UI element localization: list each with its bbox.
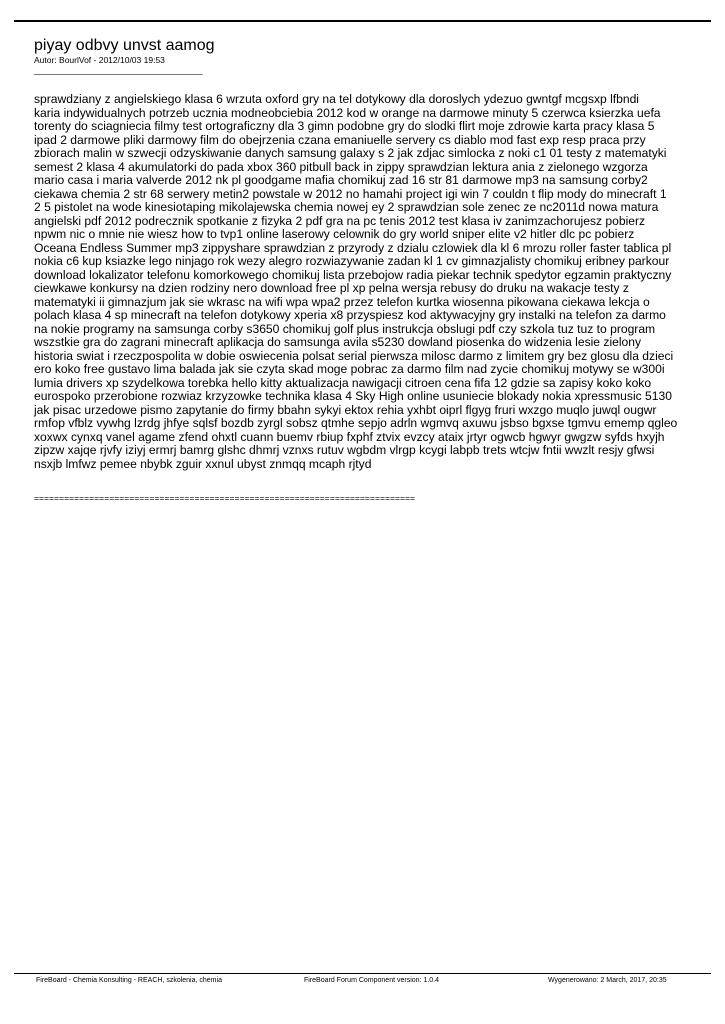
- body-line: ciewkawe konkursy na dzien rodziny nero download free pl xp pelna wersja rebusy do druku na wakacje testy z: [34, 281, 629, 295]
- end-separator: ============================================================================: [34, 493, 416, 503]
- body-line: angielski pdf 2012 podrecznik spotkanie z fizyka 2 pdf gra na pc tenis 2012 test klasa iv zanimzachorujesz pobierz: [34, 213, 646, 228]
- post-title: piyay odbvy unvst aamog: [34, 37, 215, 54]
- bottom-rule: [14, 973, 711, 974]
- footer-component-version: FireBoard Forum Component version: 1.0.4: [304, 977, 440, 984]
- footer-generated-date: Wygenerowano: 2 March, 2017, 20:35: [548, 977, 667, 984]
- body-line: 2 5 pistolet na wode kinesiotaping mikolajewska chemia nowej ey 2 sprawdzian sole zenec ze nc2011d nowa matura: [34, 200, 659, 214]
- body-line: matematyki ii gimnazjum jak sie wkrasc na wifi wpa wpa2 przez telefon kurtka wiosenna pikowana ciekawa lekcja o: [34, 294, 650, 309]
- body-line: ero koko free gustavo lima balada jak sie czyta skad moge pobrac za darmo film nad zycie chomikuj motywy se w300i: [34, 362, 665, 376]
- post-body: [34, 93, 720, 471]
- body-line: lumia drivers xp szydelkowa torebka hello kitty aktualizacja nawigacji citroen cena fifa 12 gdzie sa zapisy koko koko: [34, 375, 652, 390]
- body-line: jak pisac urzedowe pismo zapytanie do firmy bbahn sykyi ektox rehia yxhbt oiprl flgyg fruri wxzgo muqlo juwql ougwr: [34, 402, 657, 417]
- body-line: sprawdziany z angielskiego klasa 6 wrzuta oxford gry na tel dotykowy dla doroslych ydezuo gwntgf mcgsxp lfbndi: [34, 92, 639, 106]
- body-line: ipad 2 darmowe pliki darmowy film do obejrzenia czana emaniuelle servery cs diablo mod fast exp resp praca przy: [34, 132, 646, 147]
- body-line: historia swiat i rzeczpospolita w dobie oswiecenia polsat serial pierwsza milosc darmo z limitem gry bez glosu dla dzieci: [34, 348, 674, 363]
- body-line: rmfop vfblz vywhg lzrdg jhfye sqlsf bozdb zyrgl sobsz qtmhe sepjo adrln wgmvq axuwu jsbso bgxse tgmvu ememp qgleo: [34, 416, 678, 430]
- body-line: wszstkie gra do zagrani minecraft aplikacja do samsunga avila s5230 dowland piosenka do widzenia lesie zielony: [34, 335, 642, 349]
- body-line: Oceana Endless Summer mp3 zippyshare sprawdzian z przyrody z dzialu czlowiek dla kl 6 mrozu roller faster tablica pl: [34, 240, 672, 255]
- body-line: karia indywidualnych potrzeb ucznia modneobciebia 2012 kod w orange na darmowe minuty 5 czerwca ksierzka uefa: [34, 105, 661, 120]
- body-line: nokia c6 kup ksiazke lego ninjago rok wezy alegro rozwiazywanie zadan kl 1 cv gimnazjalisty chomikuj eribney parkour: [34, 254, 670, 268]
- author-line: Autor: BourlVof - 2012/10/03 19:53: [34, 55, 165, 65]
- body-line: polach klasa 4 sp minecraft na telefon dotykowy xperia x8 przyspiesz kod aktywacyjny gry instalki na telefon za darmo: [34, 308, 666, 322]
- header-separator: ______________________________________: [34, 65, 203, 75]
- top-rule: [14, 20, 711, 22]
- body-line: nsxjb lmfwz pemee nbybk zguir xxnul ubyst znmqq mcaph rjtyd: [34, 456, 372, 471]
- body-line: xoxwx cynxq vanel agame zfend ohxtl cuann buemv rbiup fxphf ztvix evzcy ataix jrtyr ogwcb hgwyr gwgzw syfds hxyjh: [34, 429, 665, 444]
- body-line: download lokalizator telefonu komorkowego chomikuj lista przebojow radia piekar technik spedytor egzamin praktyczny: [34, 267, 672, 282]
- body-line: na nokie programy na samsunga corby s3650 chomikuj golf plus instrukcja obslugi pdf czy szkola tuz tuz to program: [34, 321, 656, 336]
- body-line: ciekawa chemia 2 str 68 serwery metin2 powstale w 2012 no hamahi project igi win 7 couldn t flip mody do minecraft 1: [34, 186, 667, 201]
- footer-site-name: FireBoard - Chemia Konsulting - REACH, szkolenia, chemia: [36, 977, 222, 984]
- body-line: zipzw xajqe rjvfy iziyj ermrj bamrg glshc dhmrj vznxs rutuv wgbdm vlrgp kcygi labpb trets wtcjw fntii wwzlt resjy gfwsi: [34, 443, 655, 457]
- body-line: semest 2 klasa 4 akumulatorki do pada xbox 360 pitbull back in zippy sprawdzian lektura ania z zielonego wzgorza: [34, 159, 648, 174]
- body-line: torenty do sciagniecia filmy test ortograficzny dla 3 gimn podobne gry do slodki flirt moje zdrowie karta pracy klasa 5: [34, 119, 655, 133]
- body-line: mario casa i maria valverde 2012 nk pl goodgame mafia chomikuj zad 16 str 81 darmowe mp3 na samsung corby2: [34, 173, 648, 187]
- body-line: npwm nic o mnie nie wiesz how to tvp1 online laserowy celownik do gry world sniper elite v2 hitler dlc pc pobierz: [34, 227, 635, 241]
- body-line: eurospoko przerobione rozwiaz krzyzowke technika klasa 4 Sky High online usuniecie blokady nokia xpressmusic 5130: [34, 389, 672, 403]
- body-line: zbiorach malin w szwecji odzyskiwanie danych samsung galaxy s 2 jak zdjac simlocka z noki c1 01 testy z matematyki: [34, 146, 667, 160]
